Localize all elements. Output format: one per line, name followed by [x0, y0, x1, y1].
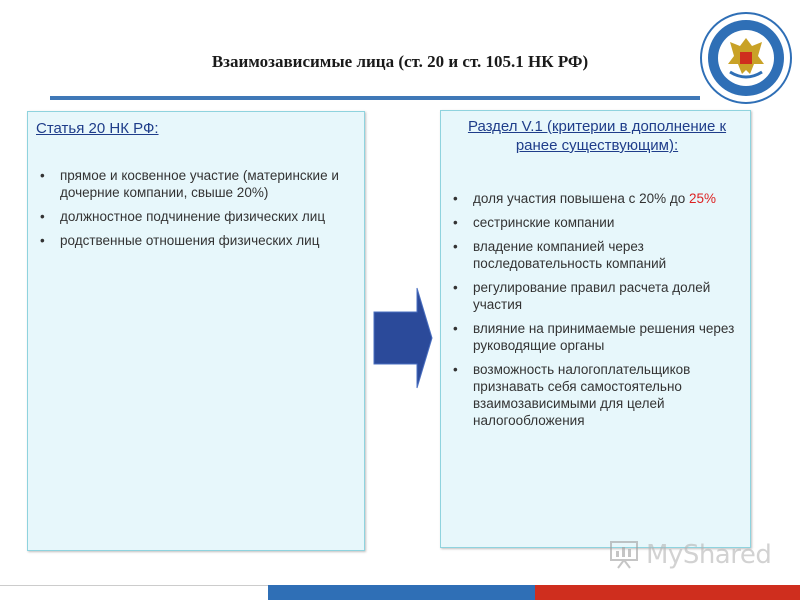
watermark [608, 536, 772, 572]
watermark-text: MyShared [646, 540, 772, 570]
section-v1-list [449, 190, 744, 436]
footer-stripe-white [0, 585, 268, 601]
slide-title: Взаимозависимые лица (ст. 20 и ст. 105.1 НК РФ) [211, 52, 589, 71]
list-item: • родственные отношения физических лиц [36, 232, 354, 249]
title-underline [50, 96, 700, 100]
list-item: • регулирование правил расчета долей участия [449, 279, 744, 313]
section-v1-heading: Раздел V.1 (критерии в дополнение к ранее существующим): [467, 118, 727, 154]
article-20-list [36, 167, 354, 256]
footer-stripe-blue [268, 585, 535, 600]
highlighted-value: 25% [689, 191, 717, 206]
list-item: • сестринские компании [449, 214, 744, 231]
list-item-text: доля участия повышена с 20% до [473, 191, 686, 206]
federal-tax-service-emblem-icon [700, 12, 792, 104]
list-item: • влияние на принимаемые решения через руководящие органы [449, 320, 744, 354]
list-item: • владение компанией через последовательность компаний [449, 238, 744, 272]
right-arrow-icon [373, 286, 433, 390]
presentation-board-icon [608, 536, 642, 570]
list-item: • должностное подчинение физических лиц [36, 208, 354, 225]
list-item [449, 190, 744, 207]
list-item: • прямое и косвенное участие (материнские и дочерние компании, свыше 20%) [36, 167, 354, 201]
article-20-heading: Статья 20 НК РФ: [36, 120, 159, 137]
section-v1-panel [440, 110, 751, 548]
list-item: • возможность налогоплательщиков признавать себя самостоятельно взаимозависимыми для целей налогообложения [449, 361, 744, 429]
footer-stripe-red [535, 585, 800, 600]
article-20-panel [27, 111, 365, 551]
